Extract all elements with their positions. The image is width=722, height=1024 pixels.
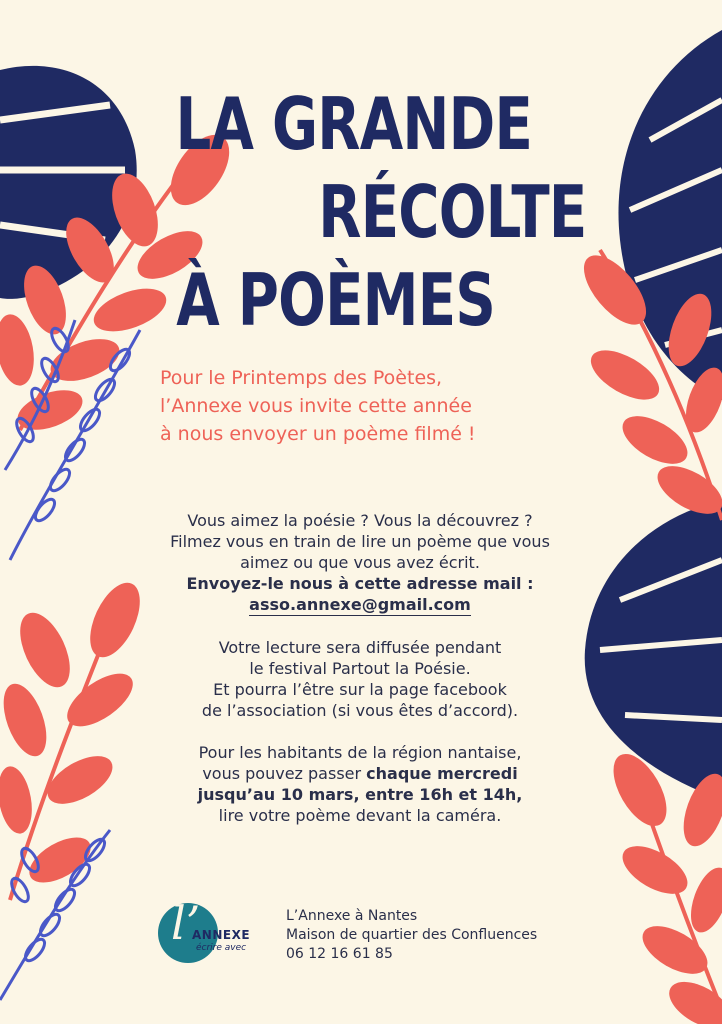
paragraph-broadcast (120, 637, 600, 721)
right-coral-branch-bottom (603, 745, 722, 1024)
intro-line-1: Pour le Printemps des Poètes, (160, 367, 443, 389)
contact-line-1: L’Annexe à Nantes (286, 908, 418, 924)
body-text (120, 510, 600, 847)
contact-phone: 06 12 16 61 85 (286, 946, 393, 962)
p1-line-1: Vous aimez la poésie ? Vous la découvrez ? (187, 511, 533, 530)
email-link[interactable]: asso.annexe@gmail.com (249, 595, 471, 614)
p3-line-2b: chaque mercredi (366, 764, 518, 783)
p1-line-2: Filmez vous en train de lire un poème que vous (170, 532, 550, 551)
annexe-logo-mark: l’ (171, 896, 201, 950)
intro-line-3: à nous envoyer un poème filmé ! (160, 423, 476, 445)
p2-line-2: le festival Partout la Poésie. (249, 659, 471, 678)
p1-line-4: Envoyez-le nous à cette adresse mail : (186, 574, 534, 593)
title-line-3: À POÈMES (176, 258, 496, 342)
paragraph-local (120, 742, 600, 826)
contact-info (286, 907, 537, 964)
annexe-logo-name: ANNEXE (192, 928, 251, 942)
annexe-logo-tagline: écrire avec (196, 943, 247, 953)
intro-line-2: l’Annexe vous invite cette année (160, 395, 472, 417)
contact-line-2: Maison de quartier des Confluences (286, 927, 538, 943)
p3-line-2a: vous pouvez passer (202, 764, 367, 783)
p1-line-3: aimez ou que vous avez écrit. (240, 553, 480, 572)
right-monstera-leaf-bottom (585, 500, 722, 800)
paragraph-invitation (120, 510, 600, 616)
intro-text (160, 364, 590, 448)
title-line-2: RÉCOLTE (318, 170, 587, 254)
p2-line-1: Votre lecture sera diffusée pendant (218, 638, 502, 657)
title-line-1: LA GRANDE (175, 82, 533, 166)
p3-line-3: jusqu’au 10 mars, entre 16h et 14h, (197, 785, 523, 804)
p3-line-1: Pour les habitants de la région nantaise, (198, 743, 522, 762)
p2-line-3: Et pourra l’être sur la page facebook (213, 680, 507, 699)
p3-line-4: lire votre poème devant la caméra. (218, 806, 502, 825)
p2-line-4: de l’association (si vous êtes d’accord). (201, 701, 519, 720)
